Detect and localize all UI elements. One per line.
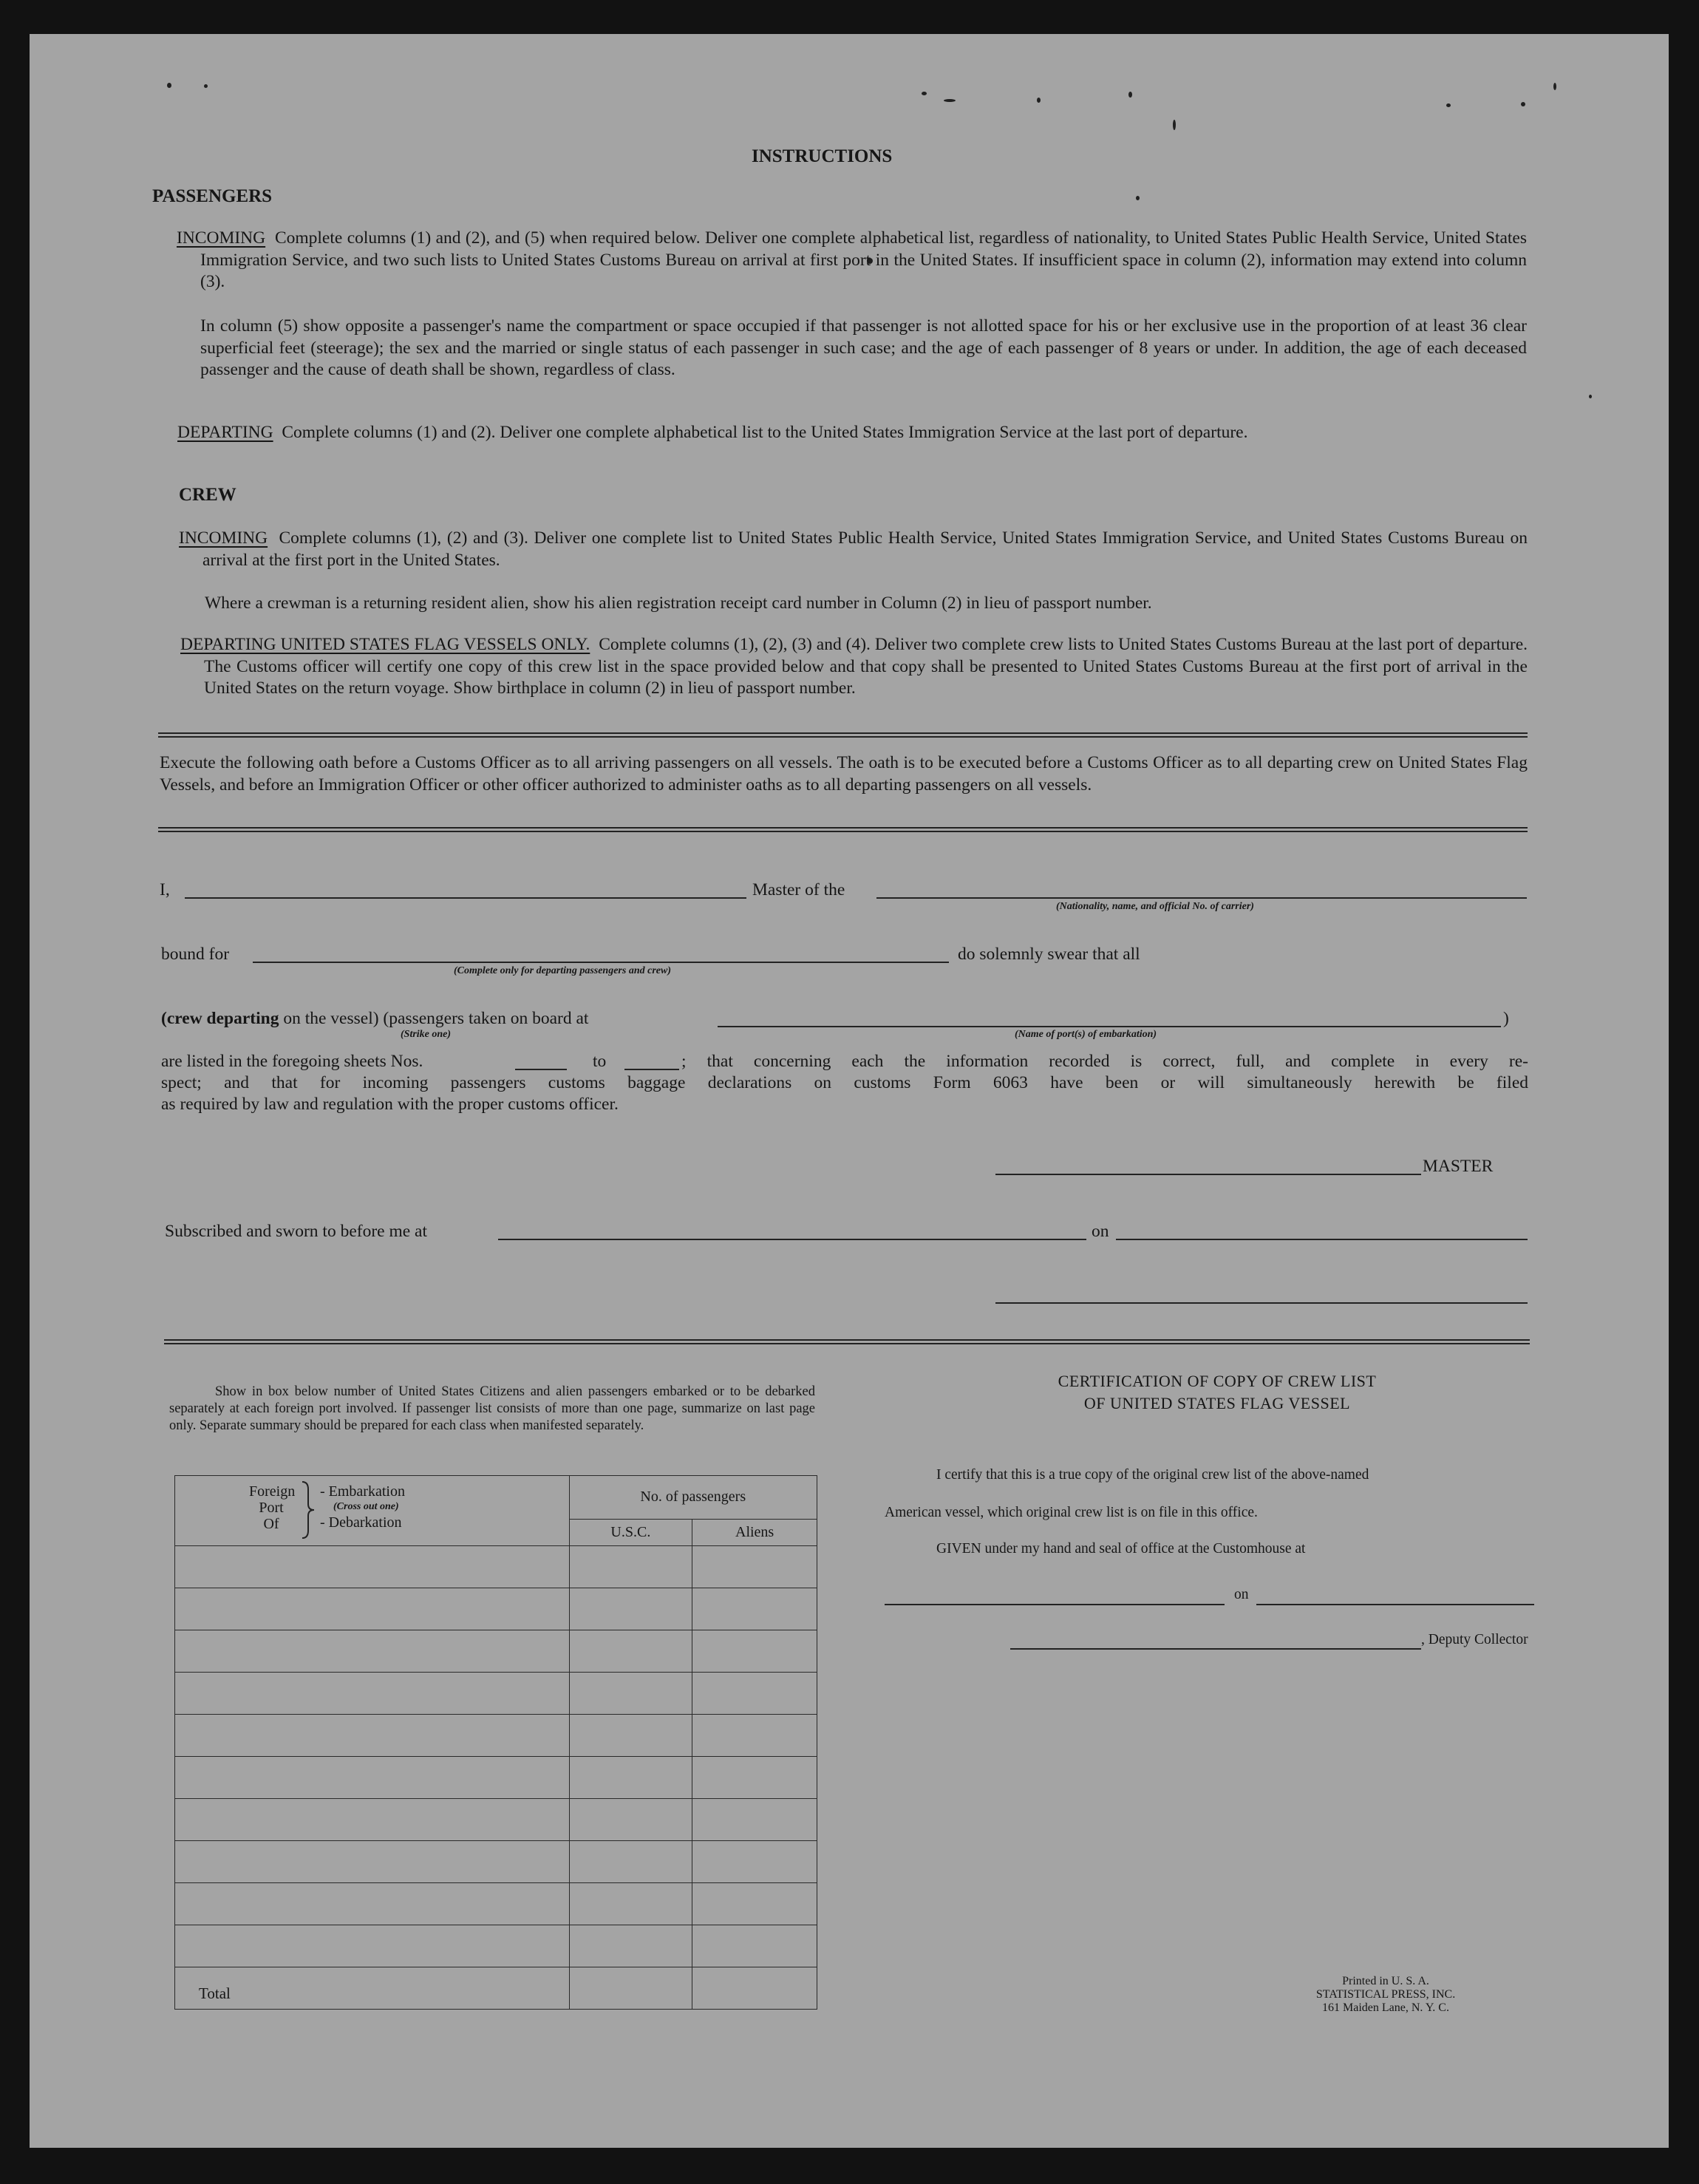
usc-cell[interactable] — [569, 1841, 692, 1883]
form-sheet — [30, 34, 1669, 2148]
passengers-departing-paragraph — [177, 422, 1527, 444]
officer-signature-line[interactable] — [995, 1302, 1528, 1304]
scan-speck — [1446, 103, 1451, 107]
master-signature-line[interactable] — [995, 1174, 1421, 1175]
passengers-incoming-paragraph — [177, 228, 1528, 293]
sheets-to-line[interactable] — [624, 1069, 679, 1070]
certification-date-line[interactable] — [1256, 1604, 1534, 1605]
aliens-cell[interactable] — [692, 1715, 817, 1757]
certification-title-2: OF UNITED STATES FLAG VESSEL — [1083, 1394, 1351, 1412]
passenger-summary-table — [174, 1475, 817, 2010]
subscribed-place-line[interactable] — [498, 1239, 1086, 1240]
total-label: Total — [175, 1967, 570, 2010]
usc-cell[interactable] — [569, 1715, 692, 1757]
oath-swear-text: do solemnly swear that all — [958, 945, 1140, 964]
certification-title-1: CERTIFICATION OF COPY OF CREW LIST — [1058, 1372, 1377, 1390]
usc-total-cell[interactable] — [569, 1967, 692, 2010]
deputy-collector-label: , Deputy Collector — [1421, 1632, 1528, 1647]
scan-speck — [1128, 92, 1132, 98]
master-name-line[interactable] — [185, 897, 746, 899]
usc-cell[interactable] — [569, 1925, 692, 1967]
port-label: Port — [259, 1500, 284, 1516]
scan-speck — [944, 99, 956, 102]
oath-listed-rest-3: as required by law and regulation with the proper customs officer. — [161, 1095, 619, 1114]
usc-cell[interactable] — [569, 1883, 692, 1925]
crew-departing-text: Complete columns (1), (2), (3) and (4). Deliver two complete crew lists to United States Customs Bureau at the last port of departure. The Customs officer will certify one copy of this crew list in the space provided below and that copy shall be presented to United States Customs Bureau at the first port of arrival in the United States on the return voyage. Show birthplace in column (2) in lieu of passport number. — [204, 635, 1528, 698]
subscribed-label: Subscribed and sworn to before me at — [165, 1222, 428, 1241]
printer-line-2: STATISTICAL PRESS, INC. — [1315, 1988, 1456, 2001]
close-paren: ) — [1503, 1009, 1509, 1028]
scan-speck — [1521, 102, 1525, 106]
certification-on-label: on — [1234, 1587, 1249, 1602]
subscribed-on-label: on — [1092, 1222, 1109, 1241]
master-label: MASTER — [1423, 1157, 1494, 1176]
summary-instructions: Show in box below number of United States Citizens and alien passengers embarked or to be debarked separately at each foreign port involved. If passenger list consists of more than one page, summarize on last page only. Separate summary should be prepared for each class when manifested separately. — [169, 1384, 815, 1433]
port-cell[interactable] — [175, 1799, 570, 1841]
port-cell[interactable] — [175, 1883, 570, 1925]
complete-only-caption: (Complete only for departing passengers and crew) — [454, 965, 671, 976]
port-cell[interactable] — [175, 1673, 570, 1715]
oath-listed-rest-2: spect; and that for incoming passengers customs baggage declarations on customs Form 6063 have been or will simultaneously herewith be filed — [161, 1073, 1528, 1092]
certification-certify-1: I certify that this is a true copy of the original crew list of the above-named — [936, 1467, 1369, 1483]
certification-given: GIVEN under my hand and seal of office at the Customhouse at — [936, 1541, 1306, 1557]
brace-icon — [301, 1480, 317, 1540]
scan-speck — [1136, 196, 1140, 200]
subscribed-date-line[interactable] — [1116, 1239, 1528, 1240]
aliens-cell[interactable] — [692, 1799, 817, 1841]
scan-speck — [204, 84, 208, 88]
aliens-header: Aliens — [692, 1519, 817, 1545]
scan-speck — [1037, 98, 1041, 103]
usc-cell[interactable] — [569, 1588, 692, 1630]
port-header-cell — [175, 1476, 570, 1546]
section-divider — [158, 732, 1528, 738]
oath-crew-departing-row — [161, 1008, 588, 1030]
passengers-departing-label: DEPARTING — [177, 423, 273, 442]
bound-for-line[interactable] — [253, 962, 949, 963]
printer-line-1: Printed in U. S. A. — [1342, 1975, 1429, 1987]
oath-listed-text: are listed in the foregoing sheets Nos. — [161, 1052, 423, 1071]
section-divider — [158, 827, 1528, 832]
crew-incoming-text: Complete columns (1), (2) and (3). Deliver one complete list to United States Public Health Service, United States Immigration Service, and United States Customs Bureau on arrival at the first port in the United States. — [202, 528, 1528, 570]
usc-cell[interactable] — [569, 1799, 692, 1841]
port-cell[interactable] — [175, 1841, 570, 1883]
scan-speck — [167, 83, 171, 88]
scan-speck — [1173, 120, 1176, 130]
usc-header: U.S.C. — [569, 1519, 692, 1545]
scan-speck — [1553, 83, 1556, 90]
aliens-cell[interactable] — [692, 1883, 817, 1925]
debarkation-label[interactable]: - Debarkation — [320, 1514, 402, 1531]
oath-bound-for-label: bound for — [161, 945, 230, 964]
customhouse-line[interactable] — [885, 1604, 1225, 1605]
embarkation-label[interactable]: - Embarkation — [320, 1483, 405, 1500]
usc-cell[interactable] — [569, 1757, 692, 1799]
printer-imprint — [1301, 1975, 1471, 2015]
ports-embarkation-line[interactable] — [718, 1026, 1501, 1027]
aliens-cell[interactable] — [692, 1673, 817, 1715]
nationality-caption: (Nationality, name, and official No. of carrier) — [1056, 901, 1254, 912]
scan-speck — [1589, 395, 1592, 398]
crew-departing-label: DEPARTING UNITED STATES FLAG VESSELS ONLY. — [180, 635, 590, 654]
foreign-label: Foreign — [249, 1483, 296, 1500]
usc-cell[interactable] — [569, 1673, 692, 1715]
crew-departing-paragraph — [180, 634, 1528, 700]
crew-incoming-paragraph — [179, 528, 1528, 571]
aliens-cell[interactable] — [692, 1588, 817, 1630]
sheets-from-line[interactable] — [515, 1069, 567, 1070]
passengers-incoming-label: INCOMING — [177, 228, 266, 248]
strike-caption: (Strike one) — [401, 1029, 452, 1040]
aliens-cell[interactable] — [692, 1546, 817, 1588]
usc-cell[interactable] — [569, 1546, 692, 1588]
passengers-column5-text: In column (5) show opposite a passenger's name the compartment or space occupied if that passenger is not allotted space for his or her exclusive use in the proportion of at least 36 clear superficial feet (steerage); the sex and the married or single status of each passenger in such case; and the age of each passenger of 8 years or under. In addition, the age of each deceased passenger and the cause of death shall be shown, regardless of class. — [200, 316, 1527, 379]
ports-caption: (Name of port(s) of embarkation) — [1015, 1029, 1157, 1040]
port-cell[interactable] — [175, 1630, 570, 1673]
aliens-cell[interactable] — [692, 1757, 817, 1799]
oath-master-of-label: Master of the — [752, 880, 845, 899]
scan-speck — [922, 92, 927, 95]
usc-cell[interactable] — [569, 1630, 692, 1673]
deputy-signature-line[interactable] — [1010, 1648, 1421, 1650]
oath-i-label: I, — [160, 880, 170, 899]
oath-to-text: to — [593, 1052, 607, 1071]
oath-listed-rest-1: ; that concerning each the information recorded is correct, full, and complete in every re- — [681, 1052, 1528, 1071]
crew-heading: CREW — [179, 485, 236, 505]
crew-incoming-label: INCOMING — [179, 528, 268, 548]
port-cell[interactable] — [175, 1588, 570, 1630]
carrier-line[interactable] — [876, 897, 1527, 899]
aliens-cell[interactable] — [692, 1925, 817, 1967]
cross-out-caption: (Cross out one) — [333, 1501, 399, 1512]
section-divider — [164, 1339, 1530, 1344]
port-cell[interactable] — [175, 1715, 570, 1757]
port-cell[interactable] — [175, 1546, 570, 1588]
no-of-passengers-header: No. of passengers — [569, 1476, 817, 1520]
certification-certify-2: American vessel, which original crew list is on file in this office. — [885, 1505, 1258, 1520]
passengers-column5-paragraph — [200, 316, 1527, 381]
passengers-incoming-text: Complete columns (1) and (2), and (5) when required below. Deliver one complete alphabetical list, regardless of nationality, to United States Public Health Service, United States Immigration Service, and two such lists to United States Customs Bureau on arrival at first port in the United States. If insufficient space in column (2), information may extend into column (3). — [200, 228, 1528, 291]
port-cell[interactable] — [175, 1757, 570, 1799]
passengers-departing-text: Complete columns (1) and (2). Deliver one complete alphabetical list to the United States Immigration Service at the last port of departure. — [282, 423, 1248, 442]
crew-departing-option: (crew departing — [161, 1009, 279, 1028]
aliens-cell[interactable] — [692, 1841, 817, 1883]
aliens-cell[interactable] — [692, 1630, 817, 1673]
printer-line-3: 161 Maiden Lane, N. Y. C. — [1322, 2001, 1449, 2014]
aliens-total-cell[interactable] — [692, 1967, 817, 2010]
port-cell[interactable] — [175, 1925, 570, 1967]
oath-intro: Execute the following oath before a Customs Officer as to all arriving passengers on all vessels. The oath is to be executed before a Customs Officer as to all departing crew on United States Flag Vessels, and before an Immigration Officer or other officer authorized to administer oaths as to all departing passengers on all vessels. — [160, 753, 1528, 795]
crew-resident-text: Where a crewman is a returning resident alien, show his alien registration receipt card number in Column (2) in lieu of passport number. — [205, 593, 1152, 613]
instructions-title: INSTRUCTIONS — [752, 146, 893, 166]
passengers-heading: PASSENGERS — [152, 186, 273, 206]
of-label: Of — [263, 1516, 279, 1532]
on-vessel-text: on the vessel) (passengers taken on board at — [283, 1009, 589, 1028]
